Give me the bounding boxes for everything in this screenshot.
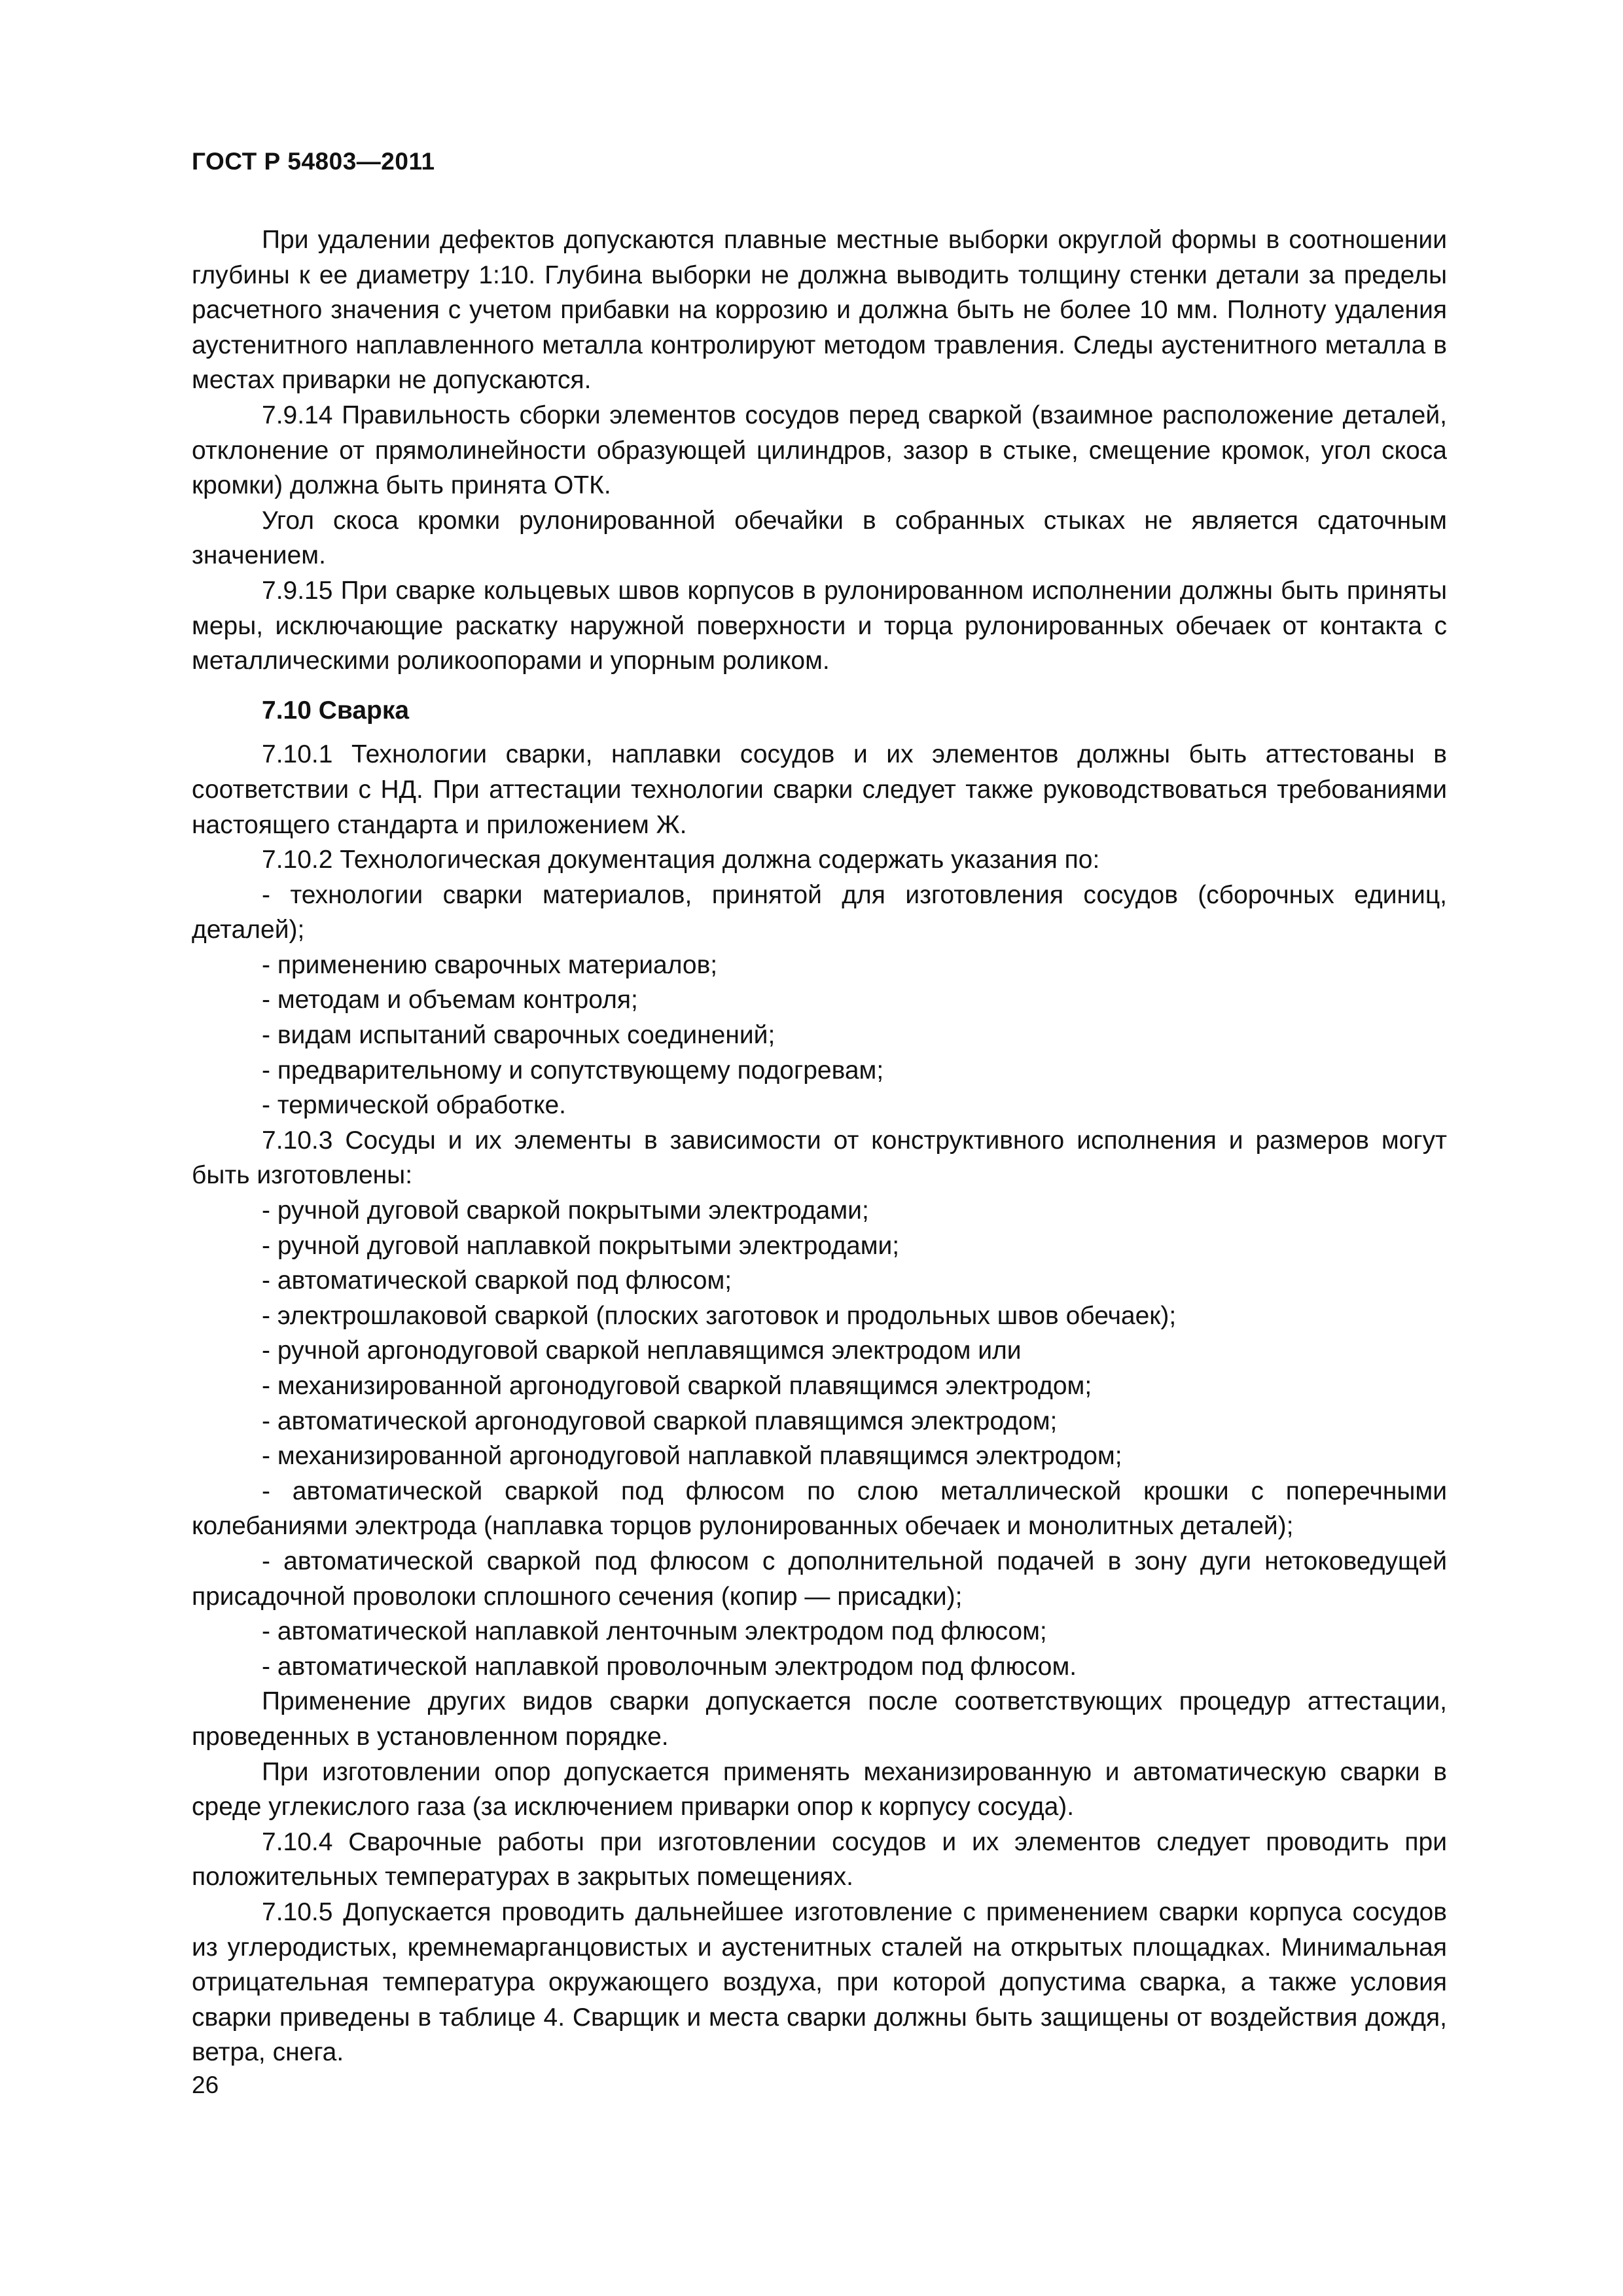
paragraph-defect-removal: При удалении дефектов допускаются плавные местные выборки округлой формы в соотношении глубины к ее диаметру 1:10. Глубина выборки не должна выводить толщину стенки детали за пределы расчетного значения с учетом прибавки на коррозию и должна быть не более 10 мм. Полноту удаления аустенитного наплавленного металла контролируют методом травления. Следы аустенитного металла в местах приварки не допускаются.	[192, 226, 1447, 395]
section-title-7-10: 7.10 Сварка	[262, 696, 410, 725]
list-item: - предварительному и сопутствующему подогревам;	[262, 1056, 884, 1085]
paragraph-7-9-14: 7.9.14 Правильность сборки элементов сосудов перед сваркой (взаимное расположение деталей, отклонение от прямолинейности образующей цилиндров, зазор в стыке, смещение кромок, угол скоса кромки) должна быть принята ОТК.	[192, 401, 1447, 500]
list-item: - термической обработке.	[262, 1091, 567, 1120]
list-item: - применению сварочных материалов;	[262, 950, 718, 979]
list-item: - технологии сварки материалов, принятой для изготовления сосудов (сборочных единиц, деталей);	[192, 880, 1447, 944]
paragraph-7-9-15: 7.9.15 При сварке кольцевых швов корпусов в рулонированном исполнении должны быть приняты меры, исключающие раскатку наружной поверхности и торца рулонированных обечаек от контакта с металлическими роликоопорами и упорным роликом.	[192, 576, 1447, 675]
paragraph-other-welding: Применение других видов сварки допускается после соответствующих процедур аттестации, проведенных в установленном порядке.	[192, 1687, 1447, 1751]
paragraph-7-10-5: 7.10.5 Допускается проводить дальнейшее изготовление с применением сварки корпуса сосудов из углеродистых, кремнемарганцовистых и аустенитных сталей на открытых площадках. Минимальная отрицательная температура окружающего воздуха, при которой допустима сварка, а также условия сварки приведены в таблице 4. Сварщик и места сварки должны быть защищены от воздействия дождя, ветра, снега.	[192, 1897, 1447, 2067]
list-welding-methods	[192, 1193, 1447, 1684]
document-header: ГОСТ Р 54803—2011	[192, 148, 435, 175]
list-item: - автоматической сваркой под флюсом;	[262, 1266, 732, 1295]
page-number: 26	[192, 2072, 219, 2098]
list-item: - автоматической сваркой под флюсом с дополнительной подачей в зону дуги нетоковедущей присадочной проволоки сплошного сечения (копир — присадки);	[192, 1547, 1447, 1611]
list-item: - видам испытаний сварочных соединений;	[262, 1021, 776, 1050]
list-item: - механизированной аргонодуговой сваркой плавящимся электродом;	[262, 1372, 1092, 1400]
list-item: - электрошлаковой сваркой (плоских заготовок и продольных швов обечаек);	[262, 1301, 1177, 1330]
list-item: - автоматической наплавкой ленточным электродом под флюсом;	[262, 1617, 1047, 1646]
list-item: - ручной аргонодуговой сваркой неплавящимся электродом или	[262, 1336, 1022, 1365]
list-item: - автоматической аргонодуговой сваркой плавящимся электродом;	[262, 1407, 1058, 1435]
paragraph-7-10-2: 7.10.2 Технологическая документация должна содержать указания по:	[262, 846, 1100, 874]
list-item: - автоматической сваркой под флюсом по слою металлической крошки с поперечными колебаниями электрода (наплавка торцов рулонированных обечаек и монолитных деталей);	[192, 1477, 1447, 1541]
paragraph-7-10-4: 7.10.4 Сварочные работы при изготовлении сосудов и их элементов следует проводить при положительных температурах в закрытых помещениях.	[192, 1827, 1447, 1892]
list-item: - механизированной аргонодуговой наплавкой плавящимся электродом;	[262, 1442, 1122, 1471]
list-item: - ручной дуговой сваркой покрытыми электродами;	[262, 1196, 869, 1225]
document-body	[192, 223, 1447, 2070]
paragraph-7-10-1: 7.10.1 Технологии сварки, наплавки сосудов и их элементов должны быть аттестованы в соответствии с НД. При аттестации технологии сварки следует также руководствоваться требованиями настоящего стандарта и приложением Ж.	[192, 740, 1447, 839]
list-documentation-items	[192, 878, 1447, 1123]
list-item: - ручной дуговой наплавкой покрытыми электродами;	[262, 1231, 900, 1260]
paragraph-7-10-3: 7.10.3 Сосуды и их элементы в зависимости от конструктивного исполнения и размеров могут быть изготовлены:	[192, 1126, 1447, 1190]
list-item: - методам и объемам контроля;	[262, 986, 638, 1014]
paragraph-edge-bevel: Угол скоса кромки рулонированной обечайки в собранных стыках не является сдаточным значением.	[192, 506, 1447, 570]
list-item: - автоматической наплавкой проволочным электродом под флюсом.	[262, 1652, 1077, 1681]
paragraph-supports-welding: При изготовлении опор допускается применять механизированную и автоматическую сварки в среде углекислого газа (за исключением приварки опор к корпусу сосуда).	[192, 1757, 1447, 1821]
